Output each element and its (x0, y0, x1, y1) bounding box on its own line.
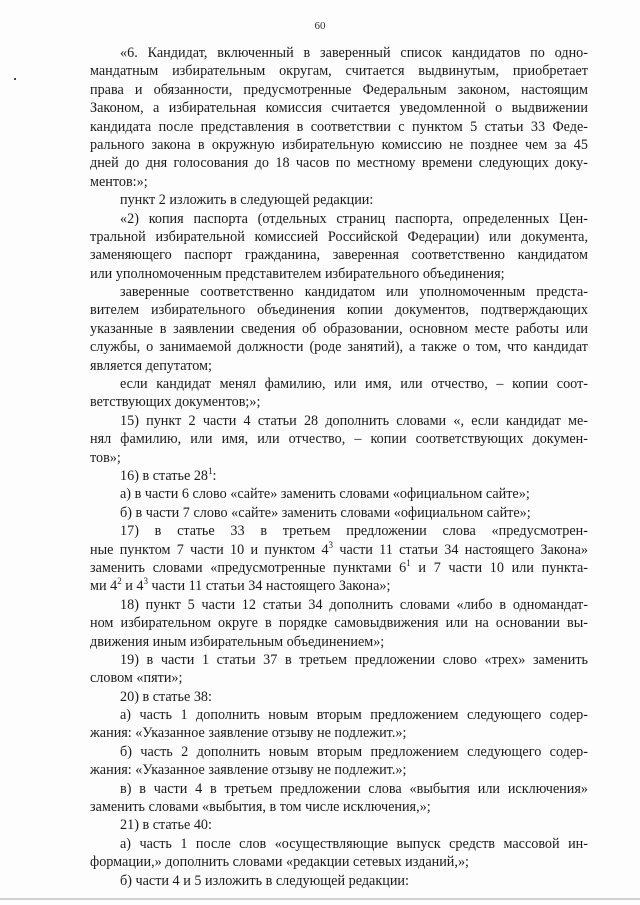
text-line (90, 669, 588, 687)
text-line (90, 338, 588, 356)
text-fragment: б) в части 7 слово «сайте» заменить словами «официальном сайте»; (120, 504, 531, 521)
text-fragment: заменить словами «выбытия, в том числе исключения,»; (90, 799, 431, 816)
text-fragment: 15) пункт 2 части 4 статьи 28 дополнить словами «, если кандидат ме- (120, 412, 588, 429)
text-fragment: мандатным избирательным округам, считается выдвинутым, приобретает (90, 63, 588, 80)
text-line (90, 173, 588, 191)
text-fragment: 21) в статье 40: (120, 817, 212, 834)
text-fragment: части 11 статьи 34 настоящего Закона» (333, 541, 589, 558)
document-body (90, 44, 588, 890)
text-fragment: 19) в части 1 статьи 37 в третьем предложении слово «трех» заменить (120, 651, 588, 668)
text-line (90, 393, 588, 411)
text-fragment: «6. Кандидат, включенный в заверенный список кандидатов по одно- (120, 45, 588, 61)
text-fragment: если кандидат менял фамилию, или имя, или отчество, – копии соот- (120, 376, 588, 393)
superscript: 3 (143, 576, 148, 587)
superscript: 1 (208, 465, 213, 476)
text-fragment: кандидата после представления в соответствии с пунктом 5 статьи 33 Феде- (90, 118, 588, 135)
text-line (90, 651, 588, 669)
page-number: 60 (314, 20, 326, 32)
text-line (90, 375, 588, 393)
text-fragment: ном избирательном округе в порядке самовыдвижения или на основании вы- (90, 615, 588, 632)
text-fragment: 17) в статье 33 в третьем предложении слова «предусмотрен- (120, 523, 588, 540)
text-line (90, 265, 588, 283)
text-line (90, 44, 588, 62)
text-fragment: и 7 части 10 или пункта- (410, 559, 588, 576)
text-line (90, 283, 588, 301)
text-fragment: заверенные соответственно кандидатом или уполномоченным предста- (120, 284, 588, 301)
text-line (90, 136, 588, 154)
text-fragment: заменяющего паспорт гражданина, заверенная соответственно кандидатом (90, 247, 588, 264)
text-fragment: а) часть 1 после слов «осуществляющие выпуск средств массовой ин- (120, 835, 588, 852)
text-fragment: является депутатом; (90, 357, 212, 374)
text-fragment: жания: «Указанное заявление отзыву не подлежит.»; (90, 762, 407, 779)
text-fragment: ные пунктом 7 части 10 и пунктом 4 (90, 541, 329, 558)
text-line (90, 504, 588, 522)
text-fragment: б) части 4 и 5 изложить в следующей редакции: (120, 872, 409, 889)
text-fragment: права и обязанности, предусмотренные Федеральным законом, настоящим (90, 81, 588, 98)
text-fragment: ментов:»; (90, 173, 148, 190)
text-fragment: рального закона в окружную избирательную комиссию не позднее чем за 45 (90, 136, 588, 153)
text-line (90, 191, 588, 209)
text-fragment: а) часть 1 дополнить новым вторым предложением следующего содер- (120, 707, 588, 724)
text-line (90, 430, 588, 448)
text-fragment: ветствующих документов;»; (90, 394, 261, 411)
text-fragment: части 11 статьи 34 настоящего Закона»; (148, 578, 391, 595)
text-fragment: б) часть 2 дополнить новым вторым предложением следующего содер- (120, 743, 588, 760)
text-fragment: или уполномоченным представителем избирательного объединения; (90, 265, 505, 282)
text-line (90, 596, 588, 614)
superscript: 2 (117, 576, 122, 587)
text-fragment: : (212, 467, 217, 484)
text-line (90, 301, 588, 319)
text-fragment: и 4 (121, 578, 144, 595)
text-line (90, 816, 588, 834)
superscript: 1 (406, 557, 411, 568)
text-line (90, 633, 588, 651)
text-fragment: а) в части 6 слово «сайте» заменить словами «официальном сайте»; (120, 486, 530, 503)
text-line (90, 559, 588, 577)
text-fragment: ми 4 (90, 578, 118, 595)
text-fragment: службы, о занимаемой должности (роде занятий), а также о том, что кандидат (90, 339, 588, 356)
text-fragment: Законом, а избирательная комиссия считается уведомленной о выдвижении (90, 100, 588, 117)
text-line (90, 780, 588, 798)
text-line (90, 357, 588, 375)
text-line (90, 798, 588, 816)
text-fragment: словом «пяти»; (90, 670, 183, 687)
text-line (90, 688, 588, 706)
text-line (90, 99, 588, 117)
text-line (90, 412, 588, 430)
text-fragment: дней до дня голосования до 18 часов по местному времени следующих доку- (90, 155, 588, 172)
text-fragment: вителем избирательного объединения копии документов, подтверждающих (90, 302, 588, 319)
text-line (90, 449, 588, 467)
text-line (90, 118, 588, 136)
text-line (90, 62, 588, 80)
text-line (90, 743, 588, 761)
text-fragment: заменить словами «предусмотренные пунктами 6 (90, 559, 407, 576)
text-line (90, 467, 588, 485)
text-line (90, 706, 588, 724)
text-line (90, 724, 588, 742)
text-fragment: движения иным избирательным объединением»; (90, 633, 385, 650)
text-fragment: пункт 2 изложить в следующей редакции: (120, 192, 374, 209)
text-line (90, 614, 588, 632)
text-line (90, 81, 588, 99)
text-line (90, 761, 588, 779)
text-line (90, 485, 588, 503)
page-bottom-edge (0, 898, 640, 900)
text-line (90, 835, 588, 853)
text-line (90, 853, 588, 871)
text-fragment: тов»; (90, 449, 121, 466)
text-fragment: 16) в статье 28 (120, 467, 209, 484)
text-fragment: жания: «Указанное заявление отзыву не подлежит.»; (90, 725, 407, 742)
text-line (90, 541, 588, 559)
text-line (90, 320, 588, 338)
text-line (90, 154, 588, 172)
text-line (90, 872, 588, 890)
text-line (90, 522, 588, 540)
text-line (90, 228, 588, 246)
text-fragment: 20) в статье 38: (120, 688, 212, 705)
text-fragment: формации,» дополнить словами «редакции сетевых изданий,»; (90, 854, 469, 871)
text-fragment: в) в части 4 в третьем предложении слова «выбытия или исключения» (120, 780, 588, 797)
text-fragment: указанные в заявлении сведения об образовании, основном месте работы или (90, 320, 588, 337)
margin-mark (14, 78, 16, 80)
text-line (90, 577, 588, 595)
text-fragment: нял фамилию, или имя, или отчество, – копии соответствующих докумен- (90, 431, 588, 448)
text-fragment: 18) пункт 5 части 12 статьи 34 дополнить словами «либо в одномандат- (120, 596, 588, 613)
text-fragment: тральной избирательной комиссией Российской Федерации) или документа, (90, 228, 588, 245)
text-line (90, 246, 588, 264)
text-line (90, 210, 588, 228)
text-fragment: «2) копия паспорта (отдельных страниц паспорта, определенных Цен- (120, 210, 588, 227)
superscript: 3 (328, 539, 334, 550)
